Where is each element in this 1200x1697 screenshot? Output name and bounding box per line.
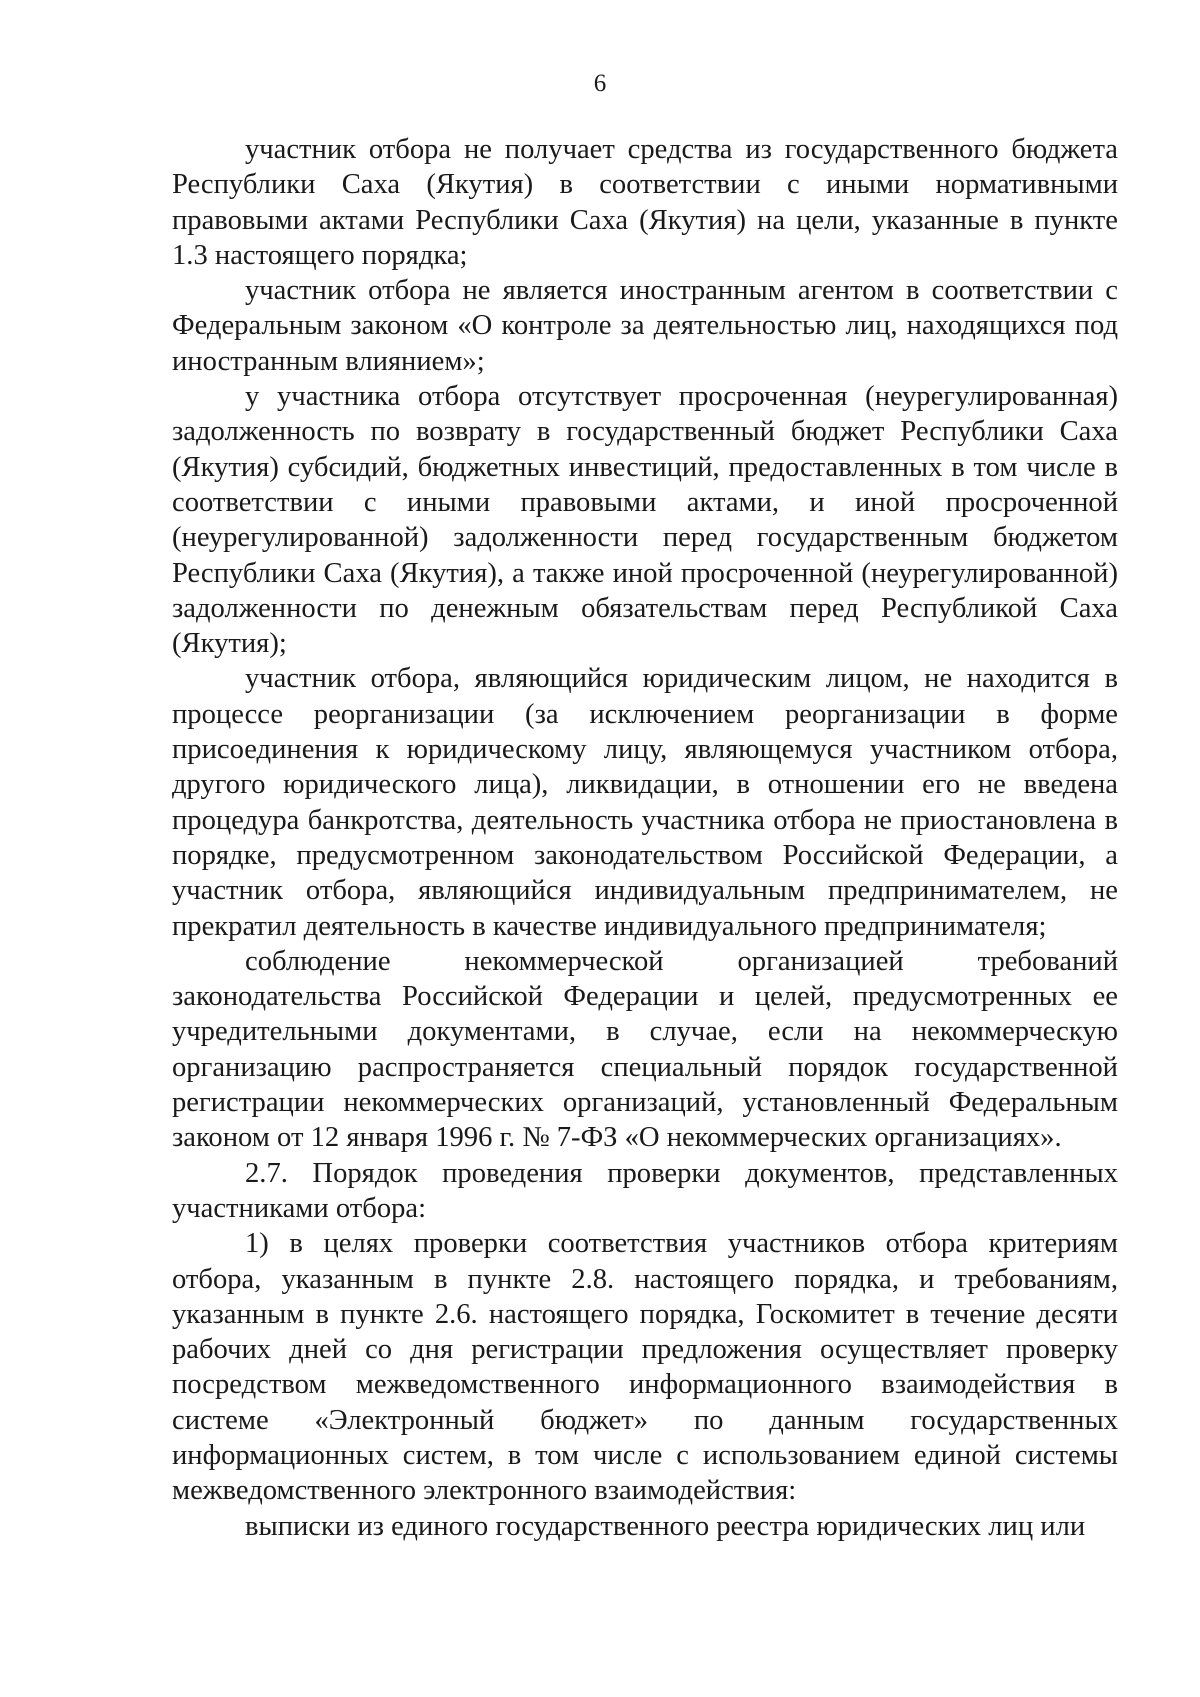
paragraph-section-2-7: 2.7. Порядок проведения проверки документов, представленных участниками отбора: xyxy=(172,1157,1118,1224)
paragraph-nonprofit-compliance: соблюдение некоммерческой организацией требований законодательства Российской Федерации и целей, предусмотренных ее учредительными документами, в случае, если на некоммерческую организацию распространяется специальный порядок государственной регистрации некоммерческих организаций, установленный Федеральным законом от 12 января 1996 г. № 7-ФЗ «О некоммерческих организациях». xyxy=(172,945,1118,1154)
paragraph-no-overdue-debt: у участника отбора отсутствует просроченная (неурегулированная) задолженность по возврату в государственный бюджет Республики Саха (Якутия) субсидий, бюджетных инвестиций, предоставленных в том числе в соответствии с иными правовыми актами, и иной просроченной (неурегулированной) задолженности перед государственным бюджетом Республики Саха (Якутия), а также иной просроченной (неурегулированной) задолженности по денежным обязательствам перед Республикой Саха (Якутия); xyxy=(172,381,1118,660)
paragraph-not-in-reorganization: участник отбора, являющийся юридическим лицом, не находится в процессе реорганизации (за исключением реорганизации в форме присоединения к юридическому лицу, являющемуся участником отбора, другого юридического лица), ликвидации, в отношении его не введена процедура банкротства, деятельность участника отбора не приостановлена в порядке, предусмотренном законодательством Российской Федерации, а участник отбора, являющийся индивидуальным предпринимателем, не прекратил деятельность в качестве индивидуального предпринимателя; xyxy=(172,663,1118,942)
document-body xyxy=(172,132,1118,1544)
paragraph-item-1-verification: 1) в целях проверки соответствия участников отбора критериям отбора, указанным в пункте 2.8. настоящего порядка, и требованиям, указанным в пункте 2.6. настоящего порядка, Госкомитет в течение десяти рабочих дней со дня регистрации предложения осуществляет проверку посредством межведомственного информационного взаимодействия в системе «Электронный бюджет» по данным государственных информационных систем, в том числе с использованием единой системы межведомственного электронного взаимодействия: xyxy=(172,1228,1118,1507)
paragraph-not-foreign-agent: участник отбора не является иностранным агентом в соответствии с Федеральным законом «О контроле за деятельностью лиц, находящихся под иностранным влиянием»; xyxy=(172,275,1118,377)
paragraph-not-receiving-funds: участник отбора не получает средства из государственного бюджета Республики Саха (Якутия) в соответствии с иными нормативными правовыми актами Республики Саха (Якутия) на цели, указанные в пункте 1.3 настоящего порядка; xyxy=(172,134,1118,271)
page-number: 6 xyxy=(593,70,607,97)
paragraph-registry-extracts: выписки из единого государственного реестра юридических лиц или xyxy=(245,1510,1086,1542)
